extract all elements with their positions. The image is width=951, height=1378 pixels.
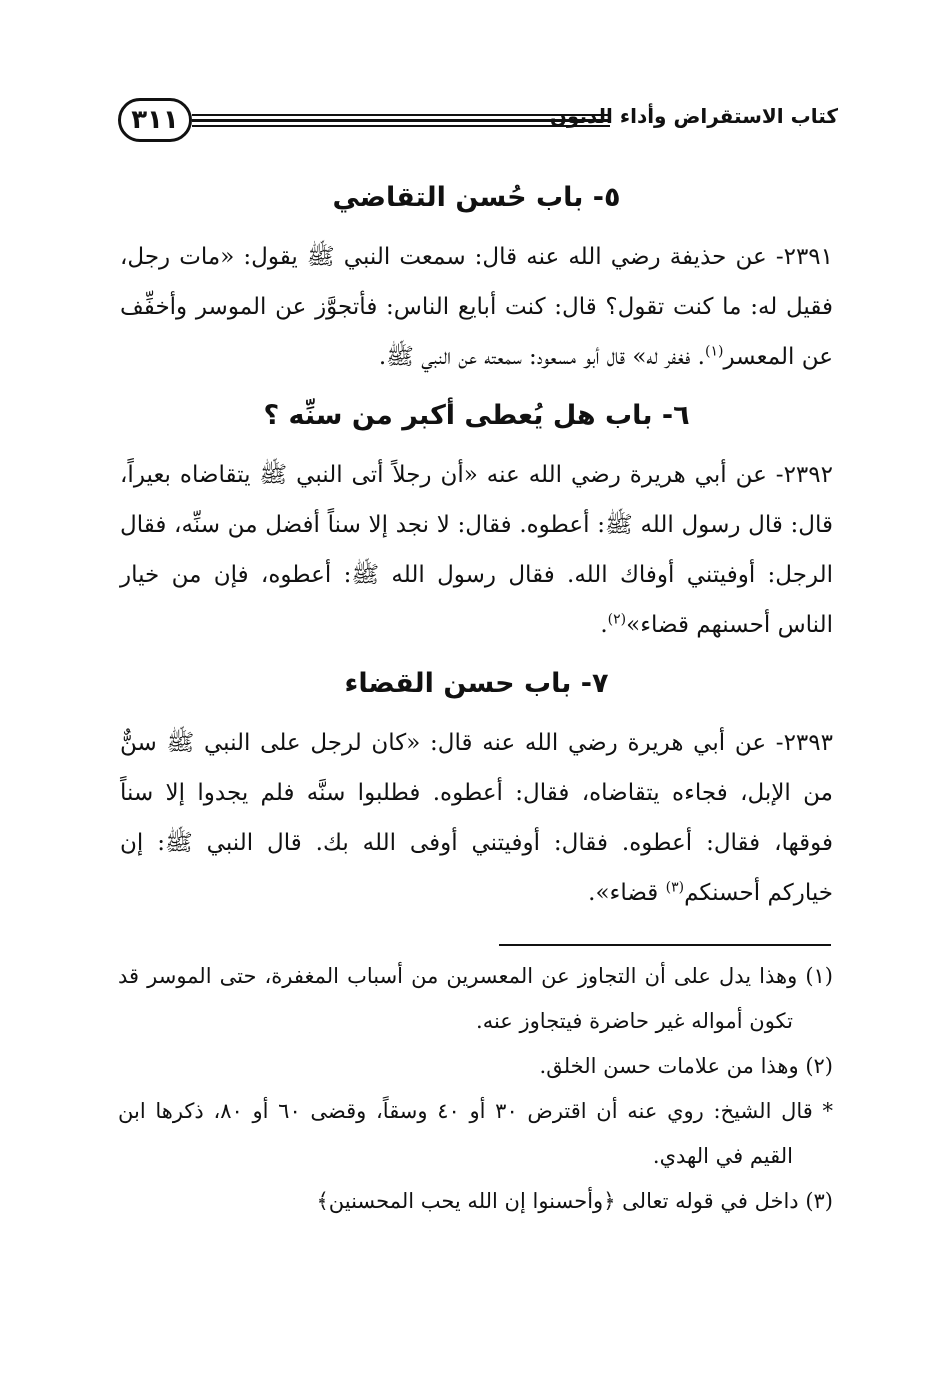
hadith-text-end: . فغفر له» قال أبو مسعود: سمعته عن النبي ﷺ.: [378, 344, 705, 370]
chapter-title-5: ٥- باب حُسن التقاضي: [332, 182, 621, 213]
hadith-number: ٢٣٩١-: [775, 244, 834, 270]
footnote-note: * قال الشيخ: روي عنه أن اقترض ٣٠ أو ٤٠ وسقاً، وقضى ٦٠ أو ٨٠، ذكرها ابن القيم في الهدي.: [118, 1099, 833, 1168]
hadith-number: ٢٣٩٢-: [775, 462, 833, 488]
main-text: [120, 176, 833, 930]
hadith-text: عن حذيفة رضي الله عنه قال: سمعت النبي ﷺ يقول: «مات رجل، فقيل له: ما كنت تقول؟ قال: كنت أبايع الناس: فأتجوَّز عن الموسر وأخفِّف عن المعسر: [120, 244, 833, 370]
chapter-title-6: ٦- باب هل يُعطى أكبر من سنِّه ؟: [263, 400, 690, 431]
footnote-ref: (٣): [665, 879, 685, 896]
chapter-title-7: ٧- باب حسن القضاء: [344, 668, 609, 699]
footnote-divider: [499, 944, 831, 946]
page-number: ٣١١: [118, 98, 192, 142]
hadith-2393: [120, 718, 833, 918]
footnote-3: (٣) داخل في قوله تعالى ﴿وأحسنوا إن الله يحب المحسنين﴾: [316, 1189, 833, 1213]
hadith-text-end: .: [600, 612, 608, 638]
hadith-text: عن أبي هريرة رضي الله عنه «أن رجلاً أتى النبي ﷺ يتقاضاه بعيراً، قال: قال رسول الله ﷺ: أعطوه. فقال: لا نجد إلا سناً أفضل من سنِّه، فقال الرجل: أوفيتني أوفاك الله. فقال رسول الله ﷺ: أعطوه، فإن من خيار الناس أحسنهم قضاء»: [120, 462, 833, 638]
hadith-number: ٢٣٩٣-: [775, 730, 833, 756]
page-header: [118, 98, 838, 148]
footnotes: [118, 954, 833, 1224]
footnote-ref: (٢): [607, 611, 627, 628]
running-title: كتاب الاستقراض وأداء الديون: [549, 104, 838, 128]
footnote-ref: (١): [704, 343, 724, 360]
hadith-text: عن أبي هريرة رضي الله عنه قال: «كان لرجل على النبي ﷺ سنٌّ من الإبل، فجاءه يتقاضاه، فقال: أعطوه. فطلبوا سنَّه فلم يجدوا إلا سناً فوقها، فقال: أعطوه. فقال: أوفيتني أوفى الله بك. قال النبي ﷺ: إن خياركم أحسنكم: [120, 730, 833, 906]
hadith-2391: [120, 232, 833, 382]
hadith-text-end: قضاء».: [588, 880, 666, 906]
hadith-2392: [120, 450, 833, 650]
footnote-2: (٢) وهذا من علامات حسن الخلق.: [539, 1054, 833, 1078]
header-ornamental-rule: [192, 114, 610, 128]
footnote-1: (١) وهذا يدل على أن التجاوز عن المعسرين من أسباب المغفرة، حتى الموسر قد تكون أمواله غير حاضرة فيتجاوز عنه.: [118, 964, 833, 1033]
